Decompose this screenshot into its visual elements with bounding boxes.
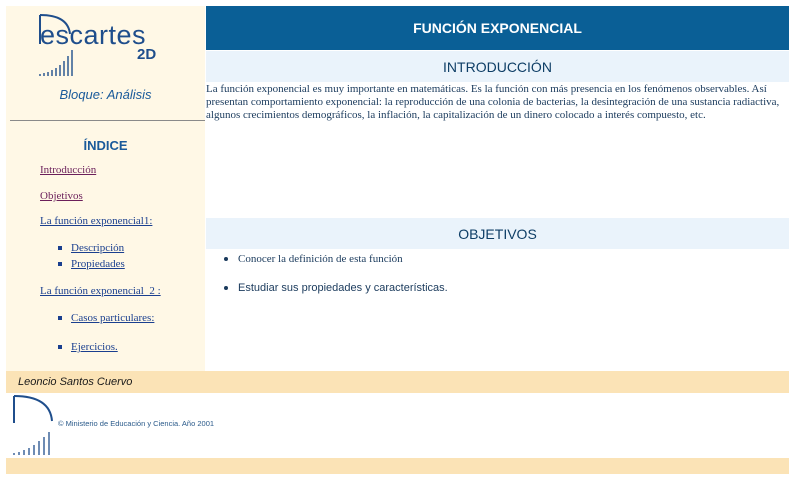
- sidebar: [6, 6, 205, 371]
- round-bullet-icon: [224, 257, 228, 261]
- nav-link-descripcion[interactable]: Descripción: [71, 242, 125, 254]
- intro-section-bar: [206, 51, 789, 82]
- title-bar: [206, 6, 789, 50]
- square-bullet-icon: [58, 345, 62, 349]
- bloque-label: Bloque: Análisis: [59, 87, 152, 102]
- nav-link-propiedades[interactable]: Propiedades: [71, 258, 125, 270]
- square-bullet-icon: [58, 246, 62, 250]
- round-bullet-icon: [224, 286, 228, 290]
- nav-link-funcion-exponencial-1[interactable]: La función exponencial1:: [40, 215, 153, 227]
- nav-link-funcion-exponencial-2[interactable]: La función exponencial_2 :: [40, 285, 161, 297]
- author-name: Leoncio Santos Cuervo: [18, 376, 133, 388]
- page-title: FUNCIÓN EXPONENCIAL: [413, 20, 582, 36]
- bottom-bar: [6, 458, 789, 474]
- author-bar: [6, 371, 789, 393]
- nav-link-casos-particulares[interactable]: Casos particulares:: [71, 312, 155, 324]
- nav-link-introduccion[interactable]: Introducción: [40, 164, 97, 176]
- objetivos-section-bar: [206, 218, 789, 249]
- index-heading: ÍNDICE: [83, 138, 128, 153]
- sidebar-divider: [10, 120, 205, 121]
- intro-paragraph: La función exponencial es muy importante en matemáticas. Es la función con más presencia en los fenómenos observables. Así presentan comportamiento exponencial: la reproducción de una colonia de bacterias, la desintegración de una sustancia radiactiva, algunos crecimientos demográficos, la inflación, la capitalización de un dinero colocado a interés compuesto, etc.: [206, 83, 780, 121]
- logo-2d-label: 2D: [137, 46, 157, 63]
- nav-link-ejercicios[interactable]: Ejercicios.: [71, 341, 118, 353]
- square-bullet-icon: [58, 316, 62, 320]
- logo-wordmark: escartes: [40, 20, 147, 50]
- objetivo-item: Estudiar sus propiedades y características.: [238, 282, 448, 294]
- square-bullet-icon: [58, 262, 62, 266]
- intro-heading: INTRODUCCIÓN: [443, 59, 552, 75]
- descartes-footer-logo: [12, 395, 56, 457]
- copyright-notice: © Ministerio de Educación y Ciencia. Año 2001: [58, 419, 215, 428]
- objetivos-heading: OBJETIVOS: [458, 226, 537, 242]
- nav-link-objetivos[interactable]: Objetivos: [40, 190, 83, 202]
- objetivo-item: Conocer la definición de esta función: [238, 253, 403, 265]
